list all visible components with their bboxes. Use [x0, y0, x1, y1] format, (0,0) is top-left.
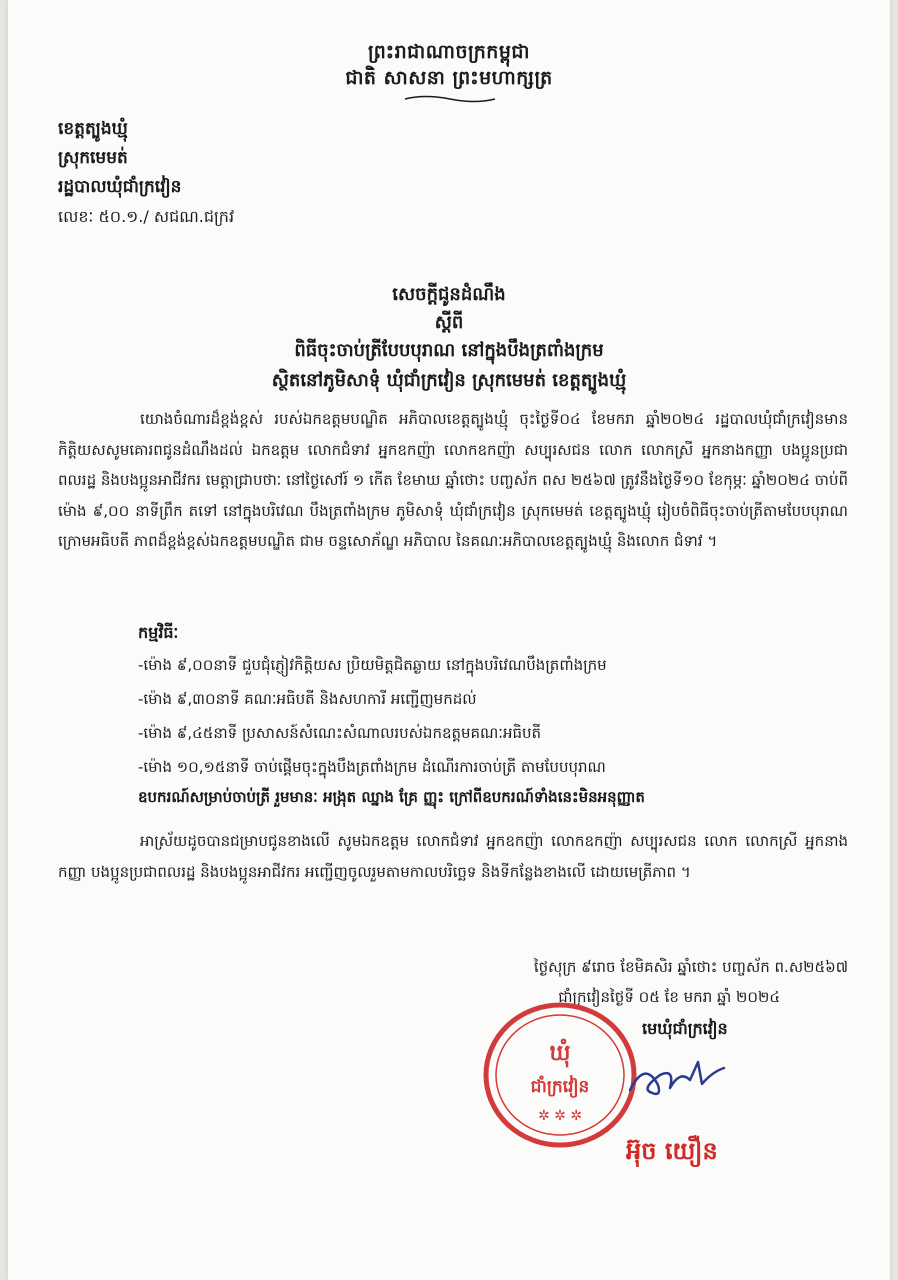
notice-title: សេចក្តីជូនដំណឹង: [392, 284, 506, 305]
equipment-note: ឧបករណ៍សម្រាប់ចាប់ត្រី រួមមានៈ អង្រុត ឈ្នាង គ្រែ ញ្ញុះ ក្រៅពីឧបករណ៍ទាំងនេះមិនអនុញ្ញាត: [138, 788, 645, 806]
body-paragraph-1-text: យោងចំណារដ៏ខ្ពង់ខ្ពស់ របស់ឯកឧត្តមបណ្ឌិត អភិបាលខេត្តត្បូងឃ្មុំ ចុះថ្ងៃទី០៤ ខែមករា ឆ្នាំ២០២៤ រដ្ឋបាលឃុំជាំក្រវៀនមានកិត្តិយសសូមគោរពជូនដំណឹងដល់ ឯកឧត្តម លោកជំទាវ អ្នកឧកញ៉ា លោកឧកញ៉ា សប្បុរសជន លោក លោកស្រី អ្នកនាងកញ្ញា បងប្អូនប្រជាពលរដ្ឋ និងបងប្អូនអាជីវករ មេត្តាជ្រាបថាៈ នៅថ្ងៃសៅរ៍ ១ កើត ខែមាឃ ឆ្នាំថោះ បញ្ចស័ក ពស ២៥៦៧ ត្រូវនឹងថ្ងៃទី១០ ខែកុម្ភៈ ឆ្នាំ២០២៤ ចាប់ពីម៉ោង ៩,០០ នាទីព្រឹក តទៅ នៅក្នុងបរិវេណ បឹងត្រពាំងក្រម ភូមិសាទុំ ឃុំជាំក្រវៀន ស្រុកមេមត់ ខេត្តត្បូងឃ្មុំ រៀបចំពិធីចុះចាប់ត្រីតាមបែបបុរាណ ក្រោមអធិបតី ភាពដ៏ខ្ពង់ខ្ពស់ឯកឧត្តមបណ្ឌិត ជាម ចន្ទសោភ័ណ្ឌ អភិបាល នៃគណៈអភិបាលខេត្តត្បូងឃ្មុំ និងលោក ជំទាវ ។: [58, 410, 848, 550]
body-paragraph-1: [58, 404, 848, 557]
kingdom-heading: ព្រះរាជាណាចក្រកម្ពុជា: [368, 41, 530, 63]
solar-date: ជាំក្រវៀនថ្ងៃទី ០៥ ខែ មករា ឆ្នាំ ២០២៤: [558, 988, 780, 1006]
body-paragraph-2: [58, 826, 848, 887]
official-stamp: [480, 1000, 640, 1150]
svg-text:✲ ✲ ✲: ✲ ✲ ✲: [537, 1108, 583, 1124]
motto-ornament: [400, 94, 500, 104]
sender-commune: រដ្ឋបាលឃុំជាំក្រវៀន: [58, 177, 182, 197]
notice-subject-label: ស្តីពី: [434, 312, 464, 333]
notice-location: ស្ថិតនៅភូមិសាទុំ ឃុំជាំក្រវៀន ស្រុកមេមត់ ខេត្តត្បូងឃ្មុំ: [271, 370, 627, 391]
sender-province: ខេត្តត្បូងឃ្មុំ: [58, 119, 128, 139]
stamp-text-top: ឃុំ: [549, 1041, 571, 1066]
sender-district: ស្រុកមេមត់: [58, 148, 128, 168]
signer-title: មេឃុំជាំក្រវៀន: [642, 1019, 728, 1038]
notice-subject: ពិធីចុះចាប់ត្រីបែបបុរាណ នៅក្នុងបឹងត្រពាំងក្រម: [294, 340, 604, 361]
national-motto: ជាតិ សាសនា ព្រះមហាក្សត្រ: [345, 67, 553, 89]
program-heading: កម្មវិធីៈ: [138, 623, 179, 642]
program-item: -ម៉ោង ១០,១៥នាទី ចាប់ផ្តើមចុះក្នុងបឹងត្រពាំងក្រម ដំណើរការចាប់ត្រី តាមបែបបុរាណ: [138, 758, 606, 776]
program-item: -ម៉ោង ៩,៤៥នាទី ប្រសាសន៍សំណេះសំណាលរបស់ឯកឧត្តមគណៈអធិបតី: [138, 724, 542, 742]
reference-number: លេខៈ ៥០.១./ សជណ.ជក្រវ: [58, 207, 235, 226]
body-paragraph-2-text: អាស្រ័យដូចបានជម្រាបជូនខាងលើ សូមឯកឧត្តម លោកជំទាវ អ្នកឧកញ៉ា លោកឧកញ៉ា សប្បុរសជន លោក លោកស្រី អ្នកនាងកញ្ញា បងប្អូនប្រជាពលរដ្ឋ និងបងប្អូនអាជីវករ អញ្ជើញចូលរួមតាមកាលបរិច្ឆេទ និងទីកន្លែងខាងលើ ដោយមេត្រីភាព ។: [58, 832, 848, 881]
signer-name: អ៊ុច យឿន: [626, 1137, 718, 1165]
lunar-date: ថ្ងៃសុក្រ ៩រោច ខែមិគសិរ ឆ្នាំថោះ បញ្ចស័ក ព.ស២៥៦៧: [533, 958, 848, 976]
stamp-text-mid: ជាំក្រវៀន: [530, 1077, 590, 1097]
handwritten-signature: [620, 1050, 730, 1110]
program-item: -ម៉ោង ៩,៣០នាទី គណៈអធិបតី និងសហការី អញ្ជើញមកដល់: [138, 690, 477, 708]
program-item: -ម៉ោង ៩,០០នាទី ជួបជុំភ្ញៀវកិត្តិយស ប្រិយមិត្តជិតឆ្ងាយ នៅក្នុងបរិវេណបឹងត្រពាំងក្រម: [138, 656, 607, 674]
